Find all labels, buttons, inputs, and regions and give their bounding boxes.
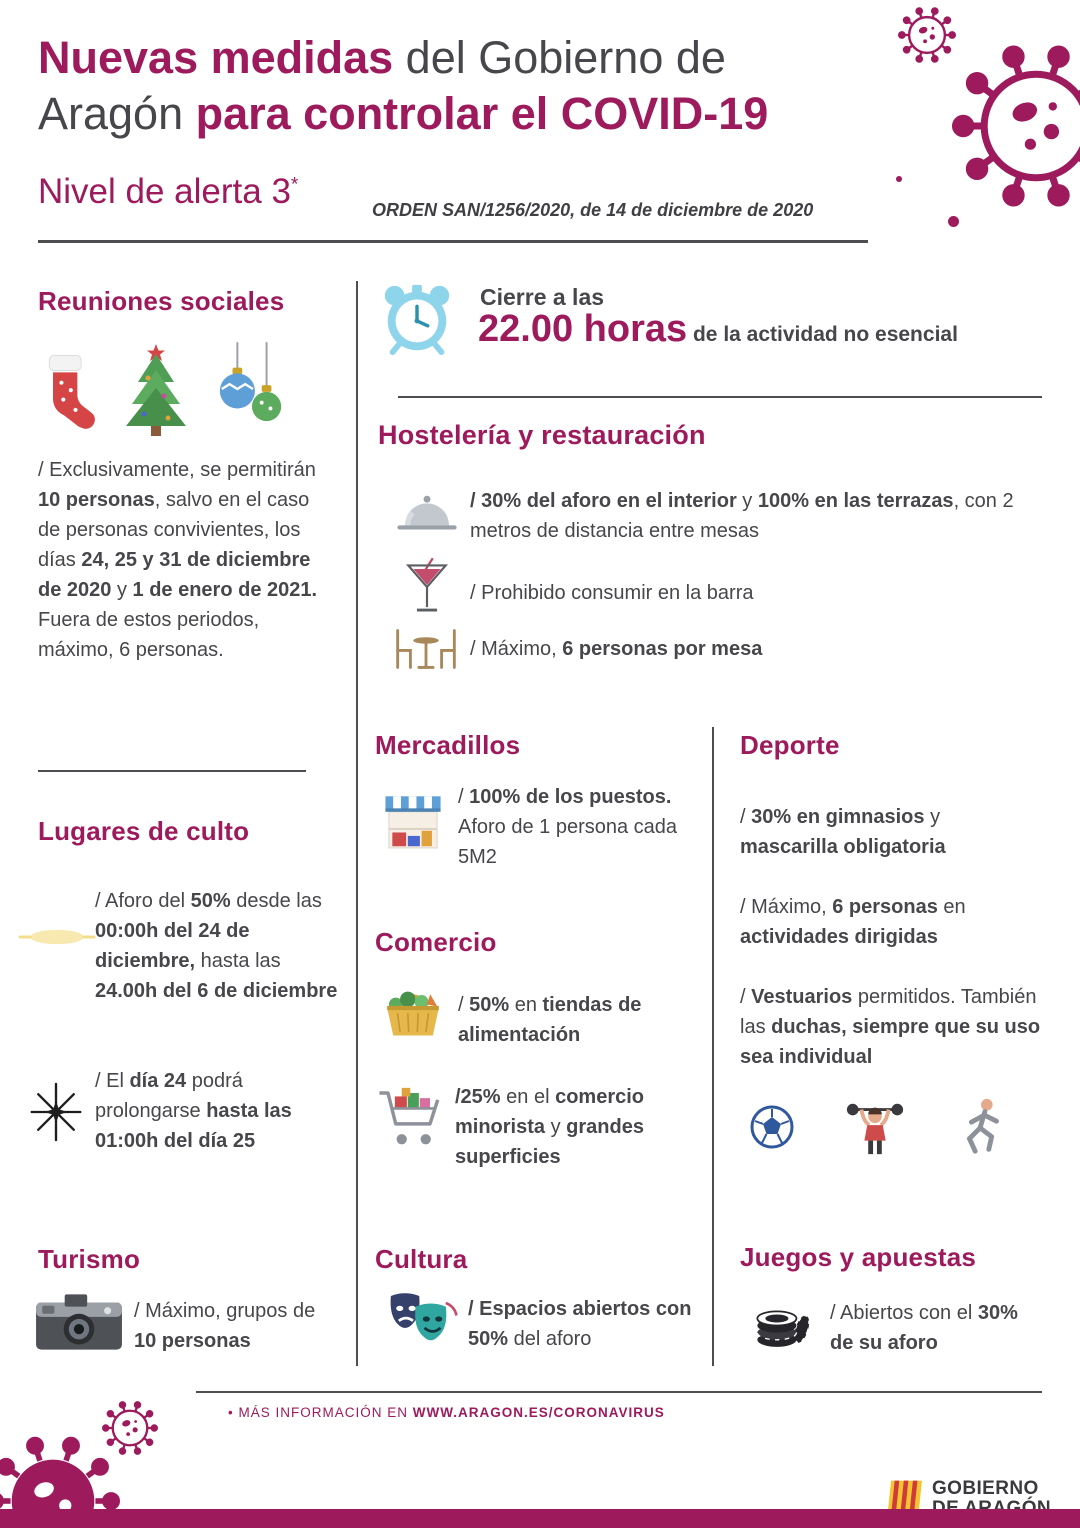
hosteleria-item-barra: / Prohibido consumir en la barra	[470, 582, 754, 604]
section-title-hosteleria: Hostelería y restauración	[378, 420, 706, 450]
alarm-clock-icon	[378, 280, 456, 358]
theater-masks-icon	[382, 1290, 460, 1348]
sparkle-star-icon	[26, 1082, 86, 1142]
camera-icon	[34, 1292, 124, 1354]
page-title-line2: Aragón para controlar el COVID-19	[38, 88, 769, 139]
left-column-divider	[38, 770, 306, 772]
closure-divider	[398, 396, 1042, 398]
decorative-dot	[896, 176, 902, 182]
more-info-text: • MÁS INFORMACIÓN EN WWW.ARAGON.ES/CORONAVIRUS	[228, 1405, 665, 1420]
closure-line2: 22.00 horas de la actividad no esencial	[478, 308, 958, 350]
decorative-dot	[948, 216, 959, 227]
christmas-stocking-icon	[38, 350, 98, 436]
order-reference: ORDEN SAN/1256/2020, de 14 de diciembre de 2020	[372, 200, 814, 220]
comercio-item-alimentacion: / 50% en tiendas de alimentación	[458, 994, 642, 1046]
section-title-turismo: Turismo	[38, 1244, 141, 1274]
christmas-icons	[38, 326, 288, 436]
turismo-item-grupos: / Máximo, grupos de 10 personas	[134, 1300, 316, 1352]
cloche-icon	[396, 490, 458, 536]
page-title	[38, 30, 868, 142]
sun-glow-icon	[16, 916, 98, 958]
table-chairs-icon	[392, 626, 460, 672]
poker-chips-icon	[752, 1292, 816, 1352]
logo-line1: GOBIERNO	[932, 1478, 1039, 1499]
deporte-item-actividades: / Máximo, 6 personas en actividades dirigidas	[740, 896, 966, 948]
cultura-item-espacios: / Espacios abiertos con 50% del aforo	[468, 1298, 692, 1350]
closure-line1: Cierre a las	[480, 284, 605, 310]
food-basket-icon	[382, 986, 444, 1042]
culto-item-dia24: / El día 24 podrá prolongarse hasta las 01:00h del día 25	[95, 1070, 292, 1152]
hosteleria-item-mesa: / Máximo, 6 personas por mesa	[470, 638, 763, 660]
coronavirus-icon	[898, 6, 956, 64]
runner-icon	[954, 1096, 1010, 1158]
mercadillos-item-puestos: / 100% de los puestos. Aforo de 1 persona cada 5M2	[458, 786, 678, 868]
sports-icons	[748, 1096, 1010, 1158]
reuniones-body-text: / Exclusivamente, se permitirán 10 personas, salvo en el caso de personas convivientes, los días 24, 25 y 31 de diciembre de 2020 y 1 de enero de 2021. Fuera de estos periodos, máximo, 6 personas.	[38, 459, 318, 661]
coronavirus-icon	[952, 42, 1080, 210]
comercio-item-minorista: /25% en el comercio minorista y grandes superficies	[455, 1086, 645, 1168]
section-title-cultura: Cultura	[375, 1244, 468, 1274]
culto-item-aforo: / Aforo del 50% desde las 00:00h del 24 de diciembre, hasta las 24.00h del 6 de diciembre	[95, 890, 338, 1002]
section-title-comercio: Comercio	[375, 927, 497, 957]
section-title-lugares-de-culto: Lugares de culto	[38, 816, 250, 846]
vertical-divider-right	[712, 727, 714, 1366]
deporte-item-vestuarios: / Vestuarios permitidos. También las duchas, siempre que su uso sea individual	[740, 986, 1041, 1068]
juegos-item-aforo: / Abiertos con el 30% de su aforo	[830, 1302, 1018, 1354]
christmas-tree-icon	[118, 340, 194, 436]
shopping-cart-icon	[376, 1084, 448, 1150]
section-title-mercadillos: Mercadillos	[375, 730, 521, 760]
market-stall-icon	[382, 790, 444, 856]
hosteleria-item-aforo: / 30% del aforo en el interior y 100% en las terrazas, con 2 metros de distancia entre mesas	[470, 490, 1014, 542]
header-divider	[38, 240, 868, 243]
page-title-line1: Nuevas medidas del Gobierno de	[38, 32, 726, 83]
alert-level-heading: Nivel de alerta 3*	[38, 172, 299, 211]
weightlifter-icon	[844, 1096, 906, 1158]
section-title-juegos-apuestas: Juegos y apuestas	[740, 1242, 977, 1272]
coronavirus-icon	[102, 1400, 158, 1456]
section-title-reuniones-sociales: Reuniones sociales	[38, 286, 285, 316]
footer-divider	[196, 1391, 1042, 1393]
vertical-divider-left	[356, 281, 358, 1366]
deporte-item-gimnasios: / 30% en gimnasios y mascarilla obligatoria	[740, 806, 946, 858]
soccer-ball-icon	[748, 1103, 796, 1151]
section-title-deporte: Deporte	[740, 730, 840, 760]
cocktail-icon	[404, 546, 450, 628]
christmas-ornaments-icon	[214, 342, 288, 436]
bottom-accent-bar	[0, 1509, 1080, 1528]
